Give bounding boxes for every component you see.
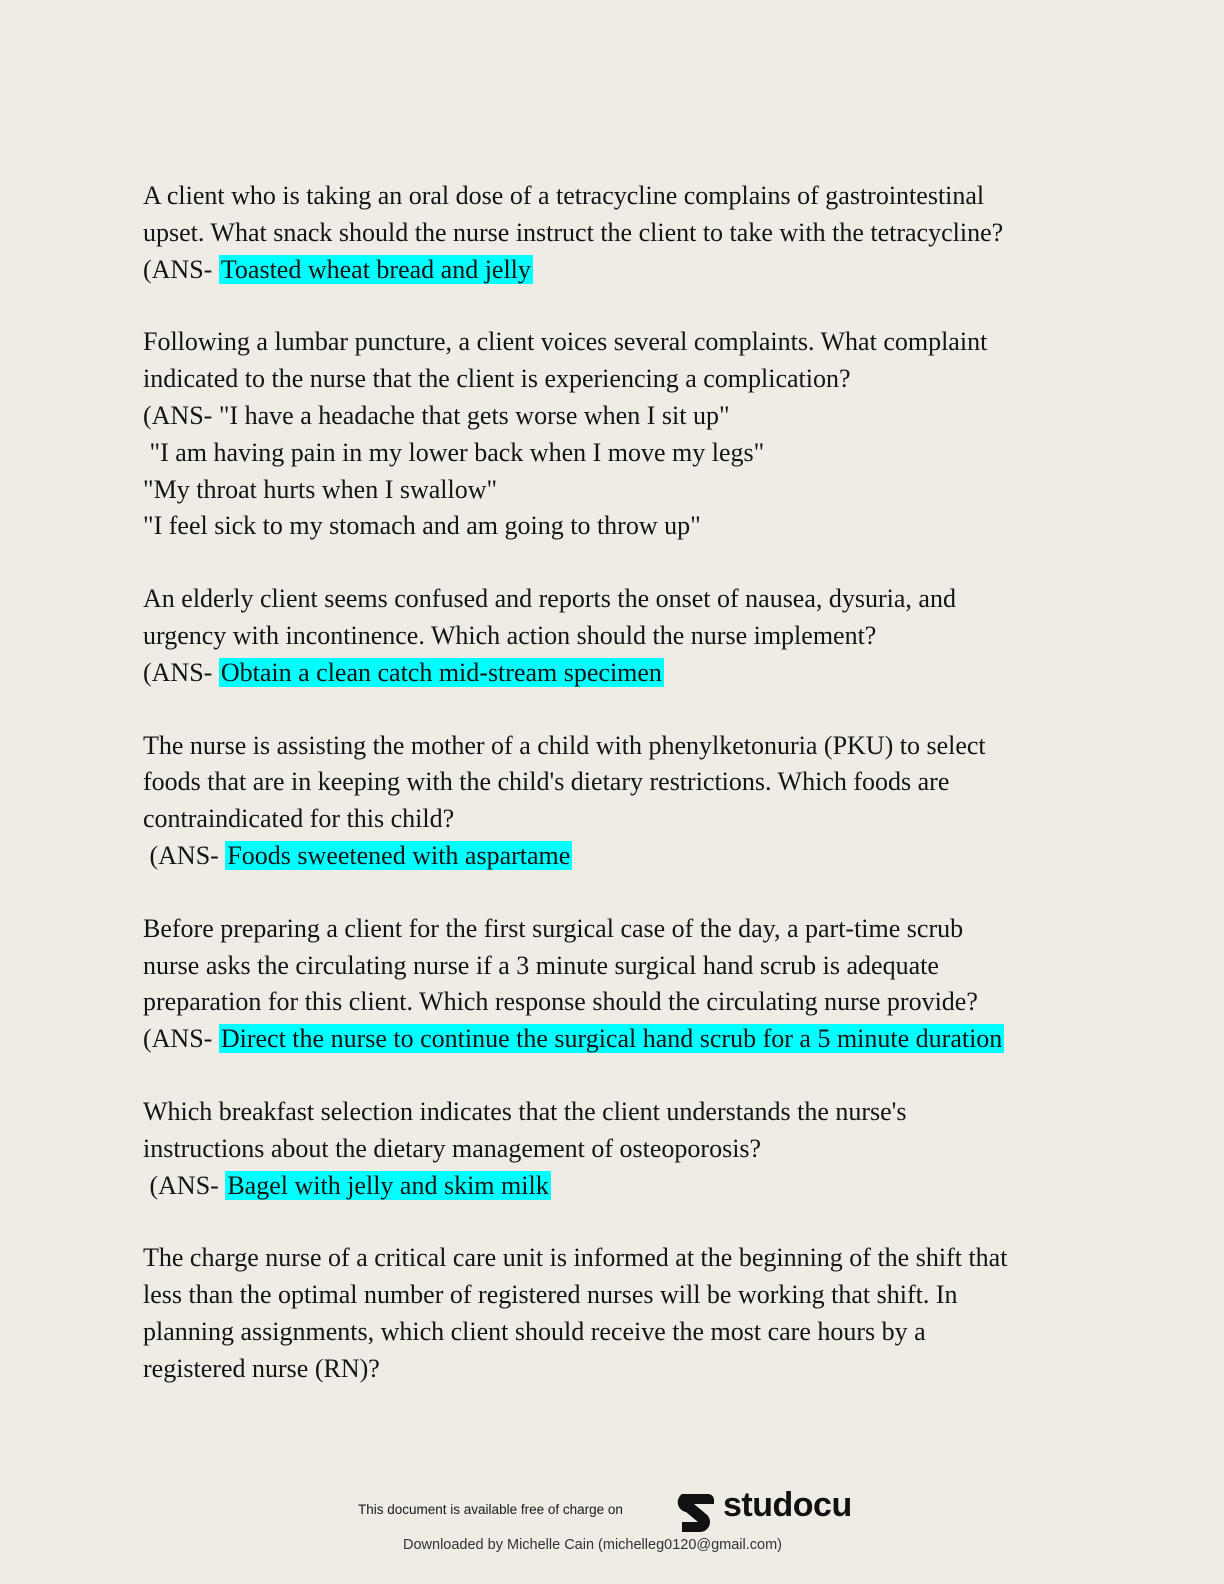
qa-block: [143, 728, 1083, 875]
question-line: instructions about the dietary management of osteoporosis?: [143, 1133, 762, 1163]
question-line: urgency with incontinence. Which action should the nurse implement?: [143, 620, 877, 650]
footer-downloaded-text: Downloaded by Michelle Cain (michelleg0120@gmail.com): [403, 1537, 783, 1553]
qa-block: [143, 581, 1083, 691]
highlighted-answer: Direct the nurse to continue the surgical hand scrub for a 5 minute duration: [220, 1024, 1003, 1054]
question-line: nurse asks the circulating nurse if a 3 minute surgical hand scrub is adequate: [143, 950, 939, 980]
answer-prefix: (ANS-: [143, 254, 219, 284]
highlighted-answer: Toasted wheat bread and jelly: [220, 254, 531, 284]
question-line: indicated to the nurse that the client is experiencing a complication?: [143, 364, 851, 394]
page-footer: [0, 1480, 1224, 1584]
answer-prefix: (ANS-: [143, 1170, 226, 1200]
question-line: upset. What snack should the nurse instruct the client to take with the tetracycline?: [143, 217, 1004, 247]
answer-line: [143, 1021, 1083, 1058]
qa-block: [143, 1240, 1083, 1387]
answer-prefix: (ANS-: [143, 840, 226, 870]
question-line: planning assignments, which client should receive the most care hours by a: [143, 1316, 926, 1346]
answer-line: [143, 252, 1083, 289]
answer-prefix: (ANS-: [143, 1024, 219, 1054]
answer-line: [143, 398, 1083, 435]
question-line: An elderly client seems confused and reports the onset of nausea, dysuria, and: [143, 584, 956, 614]
highlighted-answer: Obtain a clean catch mid-stream specimen: [220, 657, 662, 687]
answer-option-line: "I am having pain in my lower back when I move my legs": [143, 437, 765, 467]
question-line: Before preparing a client for the first surgical case of the day, a part-time scrub: [143, 913, 964, 943]
qa-block: [143, 178, 1083, 288]
question-line: foods that are in keeping with the child's dietary restrictions. Which foods are: [143, 767, 950, 797]
question-line: A client who is taking an oral dose of a tetracycline complains of gastrointestinal: [143, 181, 985, 210]
answer-option-line: "I feel sick to my stomach and am going to throw up": [143, 511, 701, 541]
qa-block: [143, 324, 1083, 545]
studocu-brand-name[interactable]: studocu: [723, 1486, 852, 1524]
answer-line: [143, 838, 1083, 875]
studocu-logo-icon[interactable]: [672, 1488, 720, 1536]
question-line: Following a lumbar puncture, a client voices several complaints. What complaint: [143, 327, 988, 357]
question-line: preparation for this client. Which response should the circulating nurse provide?: [143, 987, 978, 1017]
footer-available-text: This document is available free of charge on: [358, 1502, 623, 1517]
qa-block: [143, 1094, 1083, 1204]
answer-option-line: "My throat hurts when I swallow": [143, 474, 498, 504]
document-body: [143, 178, 1083, 1424]
question-line: registered nurse (RN)?: [143, 1353, 380, 1383]
answer-line: [143, 1168, 1083, 1205]
question-line: Which breakfast selection indicates that the client understands the nurse's: [143, 1096, 907, 1126]
question-line: contraindicated for this child?: [143, 804, 455, 834]
question-line: The nurse is assisting the mother of a child with phenylketonuria (PKU) to select: [143, 730, 986, 760]
question-line: less than the optimal number of registered nurses will be working that shift. In: [143, 1280, 958, 1310]
highlighted-answer: Foods sweetened with aspartame: [227, 840, 571, 870]
answer-prefix: (ANS-: [143, 657, 219, 687]
highlighted-answer: Bagel with jelly and skim milk: [227, 1170, 549, 1200]
answer-line: [143, 655, 1083, 692]
answer-prefix: (ANS-: [143, 400, 219, 430]
question-line: The charge nurse of a critical care unit is informed at the beginning of the shift that: [143, 1243, 1008, 1273]
answer-text: "I have a headache that gets worse when I sit up": [218, 400, 730, 430]
qa-block: [143, 911, 1083, 1058]
